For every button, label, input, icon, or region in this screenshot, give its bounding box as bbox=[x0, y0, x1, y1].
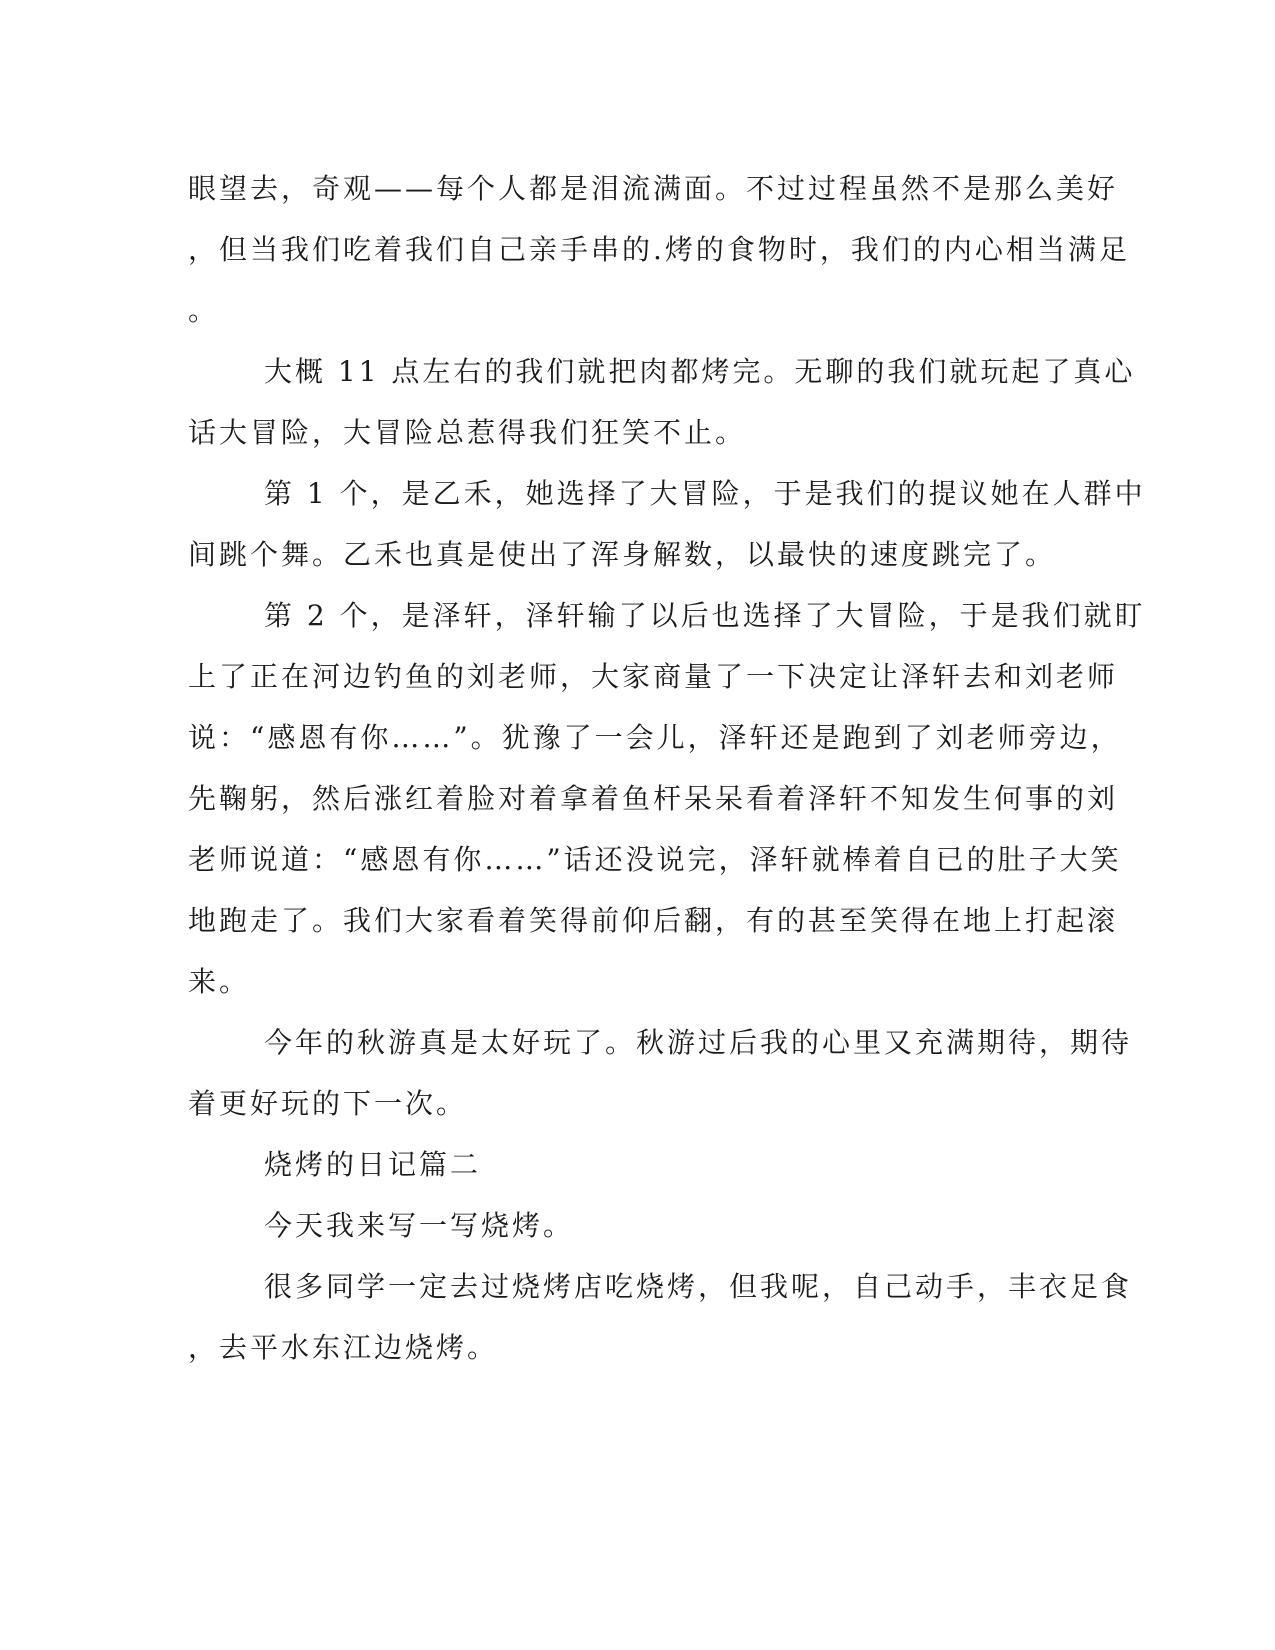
text-line: 来。 bbox=[188, 965, 251, 998]
text-line: ，但当我们吃着我们自己亲手串的.烤的食物时，我们的内心相当满足 bbox=[188, 233, 1130, 266]
text-line: 眼望去，奇观——每个人都是泪流满面。不过过程虽然不是那么美好 bbox=[188, 172, 1119, 205]
text-line: 话大冒险，大冒险总惹得我们狂笑不止。 bbox=[188, 416, 747, 449]
text-line: ，去平水东江边烧烤。 bbox=[188, 1331, 499, 1364]
paragraph-start-line: 第 1 个，是乙禾，她选择了大冒险，于是我们的提议她在人群中 bbox=[264, 477, 1146, 510]
text-line: 说：“感恩有你……”。犹豫了一会儿，泽轩还是跑到了刘老师旁边， bbox=[188, 721, 1122, 754]
body-text bbox=[188, 158, 1146, 1378]
paragraph-start-line: 大概 11 点左右的我们就把肉都烤完。无聊的我们就玩起了真心 bbox=[264, 355, 1136, 388]
text-line: 。 bbox=[188, 294, 220, 327]
text-line: 老师说道：“感恩有你……”话还没说完，泽轩就棒着自已的肚子大笑 bbox=[188, 843, 1122, 876]
paragraph-start-line: 很多同学一定去过烧烤店吃烧烤，但我呢，自己动手，丰衣足食 bbox=[264, 1270, 1133, 1303]
paragraph-start-line: 第 2 个，是泽轩，泽轩输了以后也选择了大冒险，于是我们就盯 bbox=[264, 599, 1146, 632]
paragraph-start-line: 今天我来写一写烧烤。 bbox=[264, 1209, 575, 1242]
section-heading: 烧烤的日记篇二 bbox=[264, 1148, 482, 1181]
text-line: 先鞠躬，然后涨红着脸对着拿着鱼杆呆呆看着泽轩不知发生何事的刘 bbox=[188, 782, 1119, 815]
text-line: 地跑走了。我们大家看着笑得前仰后翻，有的甚至笑得在地上打起滚 bbox=[188, 904, 1119, 937]
text-line: 上了正在河边钓鱼的刘老师，大家商量了一下决定让泽轩去和刘老师 bbox=[188, 660, 1119, 693]
paragraph-start-line: 今年的秋游真是太好玩了。秋游过后我的心里又充满期待，期待 bbox=[264, 1026, 1133, 1059]
text-line: 间跳个舞。乙禾也真是使出了浑身解数，以最快的速度跳完了。 bbox=[188, 538, 1057, 571]
text-line: 着更好玩的下一次。 bbox=[188, 1087, 468, 1120]
